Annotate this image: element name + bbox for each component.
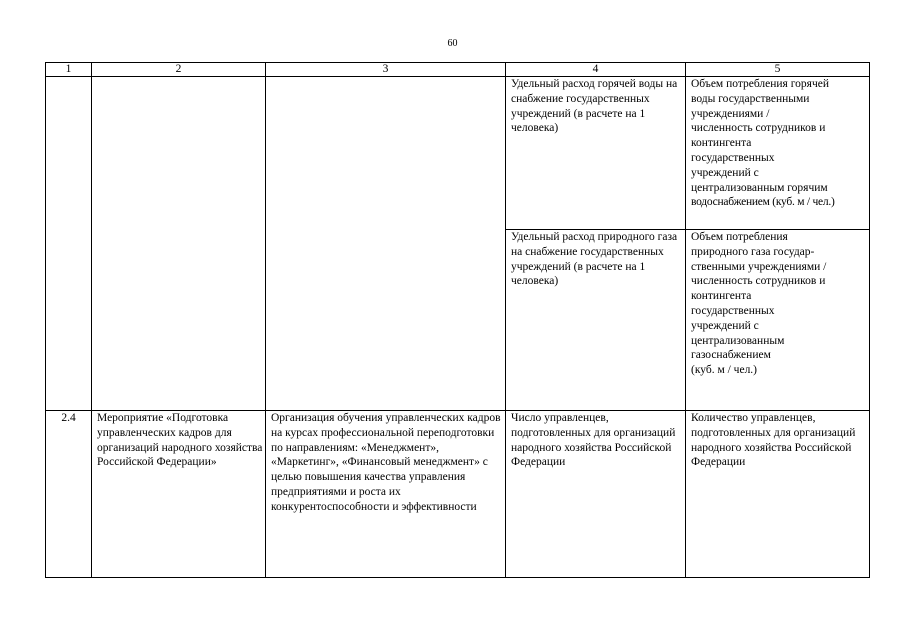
column-number: 5 [686, 63, 870, 77]
row-number-cell [46, 77, 92, 411]
method-line: ственными учреждениями / [691, 260, 827, 273]
method-line: Объем потребления горячей [691, 78, 829, 90]
indicator-cell: Удельный расход горячей воды на снабжение государственных учреждений (в расчете на 1 человека) [506, 77, 686, 230]
method-line: централизованным горячим [691, 181, 828, 194]
table-row [46, 77, 870, 230]
method-line: государственных [691, 151, 775, 164]
program-table [45, 62, 870, 578]
method-line: учреждений с [691, 319, 759, 332]
event-cell: Мероприятие «Подготовка управленческих кадров для организаций народного хозяйства Российской Федерации» [92, 411, 266, 578]
method-cell: Количество управленцев, подготовленных для организаций народного хозяйства Российской Федерации [686, 411, 870, 578]
column-number-row [46, 63, 870, 77]
column-number: 3 [266, 63, 506, 77]
method-line: централизованным [691, 334, 785, 347]
column-number: 2 [92, 63, 266, 77]
method-line: газоснабжением [691, 349, 771, 362]
column-number: 1 [46, 63, 92, 77]
column-number: 4 [506, 63, 686, 77]
method-line: природного газа государ- [691, 245, 815, 258]
page-number: 60 [447, 38, 458, 49]
method-line: воды государственными [691, 92, 810, 105]
method-cell [686, 77, 870, 230]
method-line: учреждений с [691, 166, 759, 179]
row-number-cell: 2.4 [46, 411, 92, 578]
content-cell: Организация обучения управленческих кадров на курсах профессиональной переподготовки по направлениям: «Менеджмент», «Маркетинг», «Финансовый менеджмент» с целью повышения качества управления предприятиями и роста их конкурентоспособности и эффективности [266, 411, 506, 578]
method-line: Объем потребления [691, 231, 788, 243]
table-row [46, 411, 870, 578]
method-cell [686, 230, 870, 411]
indicator-cell: Число управленцев, подготовленных для организаций народного хозяйства Российской Федерации [506, 411, 686, 578]
method-line: учреждениями / [691, 107, 770, 120]
event-cell [92, 77, 266, 411]
method-line: контингента [691, 137, 752, 150]
method-line: численность сотрудников и [691, 275, 826, 288]
indicator-cell: Удельный расход природного газа на снабжение государственных учреждений (в расчете на 1 человека) [506, 230, 686, 411]
method-line: (куб. м / чел.) [691, 364, 758, 377]
method-line: государственных [691, 304, 775, 317]
content-cell [266, 77, 506, 411]
method-line: численность сотрудников и [691, 122, 826, 135]
method-line: контингента [691, 290, 752, 303]
method-line: водоснабжением (куб. м / чел.) [691, 196, 835, 209]
